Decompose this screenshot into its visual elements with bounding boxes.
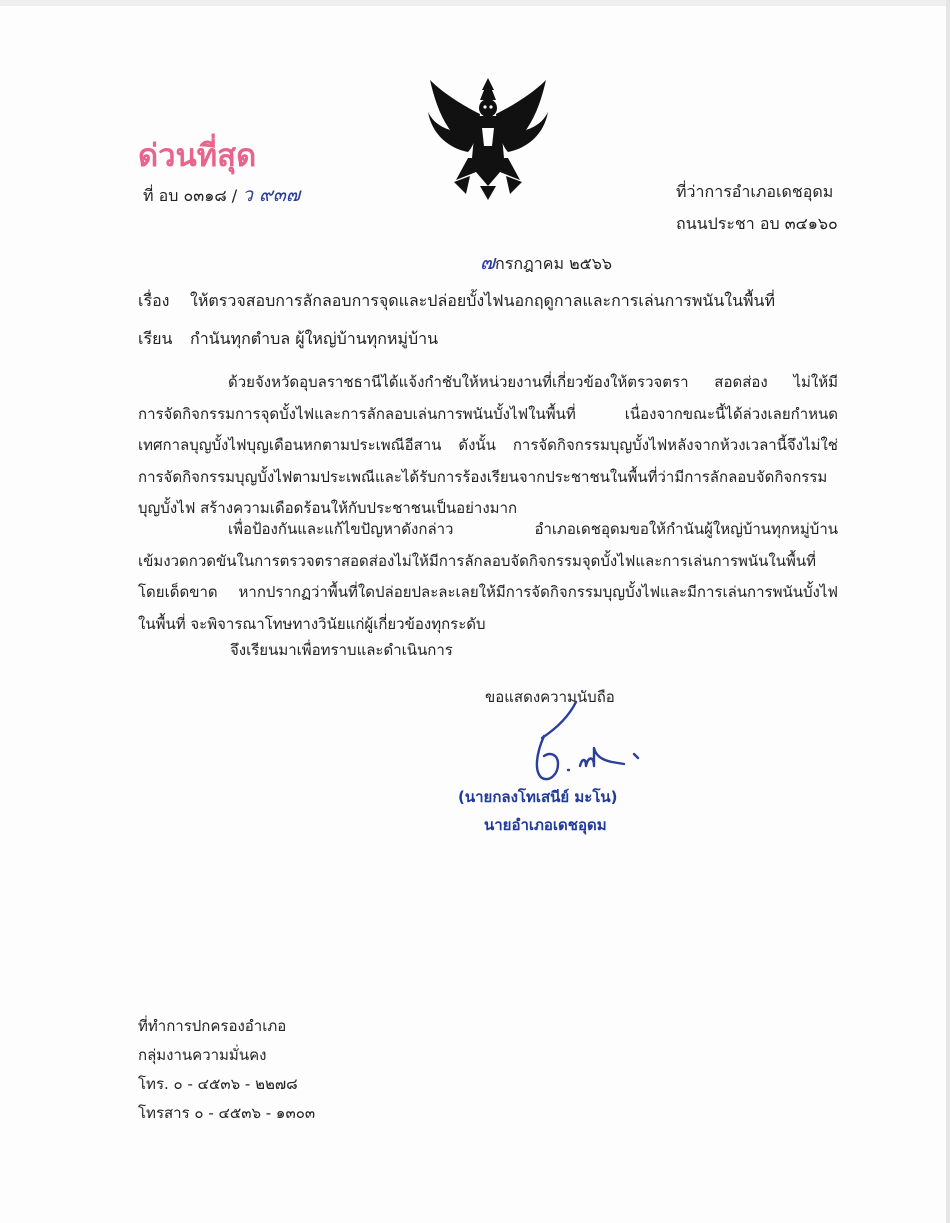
urgency-stamp: ด่วนที่สุด: [138, 138, 257, 174]
subject-label: เรื่อง: [138, 291, 170, 310]
handwritten-signature-icon: [528, 696, 648, 786]
signer-title: นายอำเภอเดชอุดม: [484, 816, 607, 834]
date-day-handwritten: ๗: [480, 250, 496, 274]
garuda-emblem-icon: [424, 76, 552, 204]
paragraph-line: ในพื้นที่ จะพิจารณาโทษทางวินัยแก่ผู้เกี่ยวข้องทุกระดับ: [138, 614, 486, 633]
document-number-prefix: ที่ อบ ๐๓๑๘ /: [143, 186, 238, 205]
document-number: [143, 180, 300, 210]
footer-phone: โทร. ๐ - ๔๕๓๖ - ๒๒๗๘: [138, 1075, 298, 1093]
regards-text: ขอแสดงความนับถือ: [485, 688, 615, 706]
paragraph-line: ด้วยจังหวัดอุบลราชธานีได้แจ้งกำชับให้หน่วยงานที่เกี่ยวข้องให้ตรวจตรา สอดส่อง ไม่ให้มี: [228, 373, 838, 391]
office-address-line2: ถนนประชา อบ ๓๔๑๖๐: [676, 214, 838, 233]
scan-edge-right: [946, 0, 950, 1223]
signer-name: (นายกลงโทเสนีย์ มะโน): [458, 788, 618, 806]
document-date: [480, 246, 612, 278]
date-month-year: กรกฎาคม ๒๕๖๖: [495, 254, 613, 273]
document-number-handwritten: ว ๙๓๗: [242, 184, 301, 206]
body-paragraph-2: [138, 514, 838, 640]
recipient-text: กำนันทุกตำบล ผู้ใหญ่บ้านทุกหมู่บ้าน: [190, 329, 439, 348]
recipient-label: เรียน: [138, 329, 173, 348]
paragraph-line: การจัดกิจกรรมบุญบั้งไฟตามประเพณีและได้รับการร้องเรียนจากประชาชนในพื้นที่ว่ามีการลักลอบจัดกิจกรรม: [138, 467, 828, 486]
subject-text: ให้ตรวจสอบการลักลอบการจุดและปล่อยบั้งไฟนอกฤดูกาลและการเล่นการพนันในพื้นที่: [190, 291, 776, 310]
paragraph-line: เพื่อป้องกันและแก้ไขปัญหาดังกล่าว อำเภอเดชอุดมขอให้กำนันผู้ใหญ่บ้านทุกหมู่บ้าน: [228, 520, 838, 538]
closing-sentence: จึงเรียนมาเพื่อทราบและดำเนินการ: [230, 641, 453, 659]
paragraph-line: โดยเด็ดขาด หากปรากฏว่าพื้นที่ใดปล่อยปละละเลยให้มีการจัดกิจกรรมบุญบั้งไฟและมีการเล่นการพนันบั้งไฟ: [138, 583, 838, 601]
paragraph-line: เข้มงวดกวดขันในการตรวจตราสอดส่องไม่ให้มีการลักลอบจัดกิจกรรมจุดบั้งไฟและการเล่นการพนันในพื้นที่: [138, 551, 817, 570]
paragraph-line: เทศกาลบุญบั้งไฟบุญเดือนหกตามประเพณีอีสาน ดังนั้น การจัดกิจกรรมบุญบั้งไฟหลังจากห้วงเวลานี้จึงไม่ใช่: [138, 436, 838, 454]
scan-edge-top: [0, 0, 950, 6]
paragraph-line: บุญบั้งไฟ สร้างความเดือดร้อนให้กับประชาชนเป็นอย่างมาก: [138, 499, 518, 517]
paragraph-line: การจัดกิจกรรมการจุดบั้งไฟและการลักลอบเล่นการพนันบั้งไฟในพื้นที่ เนื่องจากขณะนี้ได้ล่วงเลยกำหนด: [138, 404, 838, 423]
footer-fax: โทรสาร ๐ - ๔๕๓๖ - ๑๓๐๓: [138, 1104, 316, 1122]
body-paragraph-1: [138, 367, 838, 525]
office-address-line1: ที่ว่าการอำเภอเดชอุดม: [676, 182, 834, 201]
footer-division: กลุ่มงานความมั่นคง: [138, 1046, 267, 1064]
footer-office: ที่ทำการปกครองอำเภอ: [138, 1017, 287, 1035]
